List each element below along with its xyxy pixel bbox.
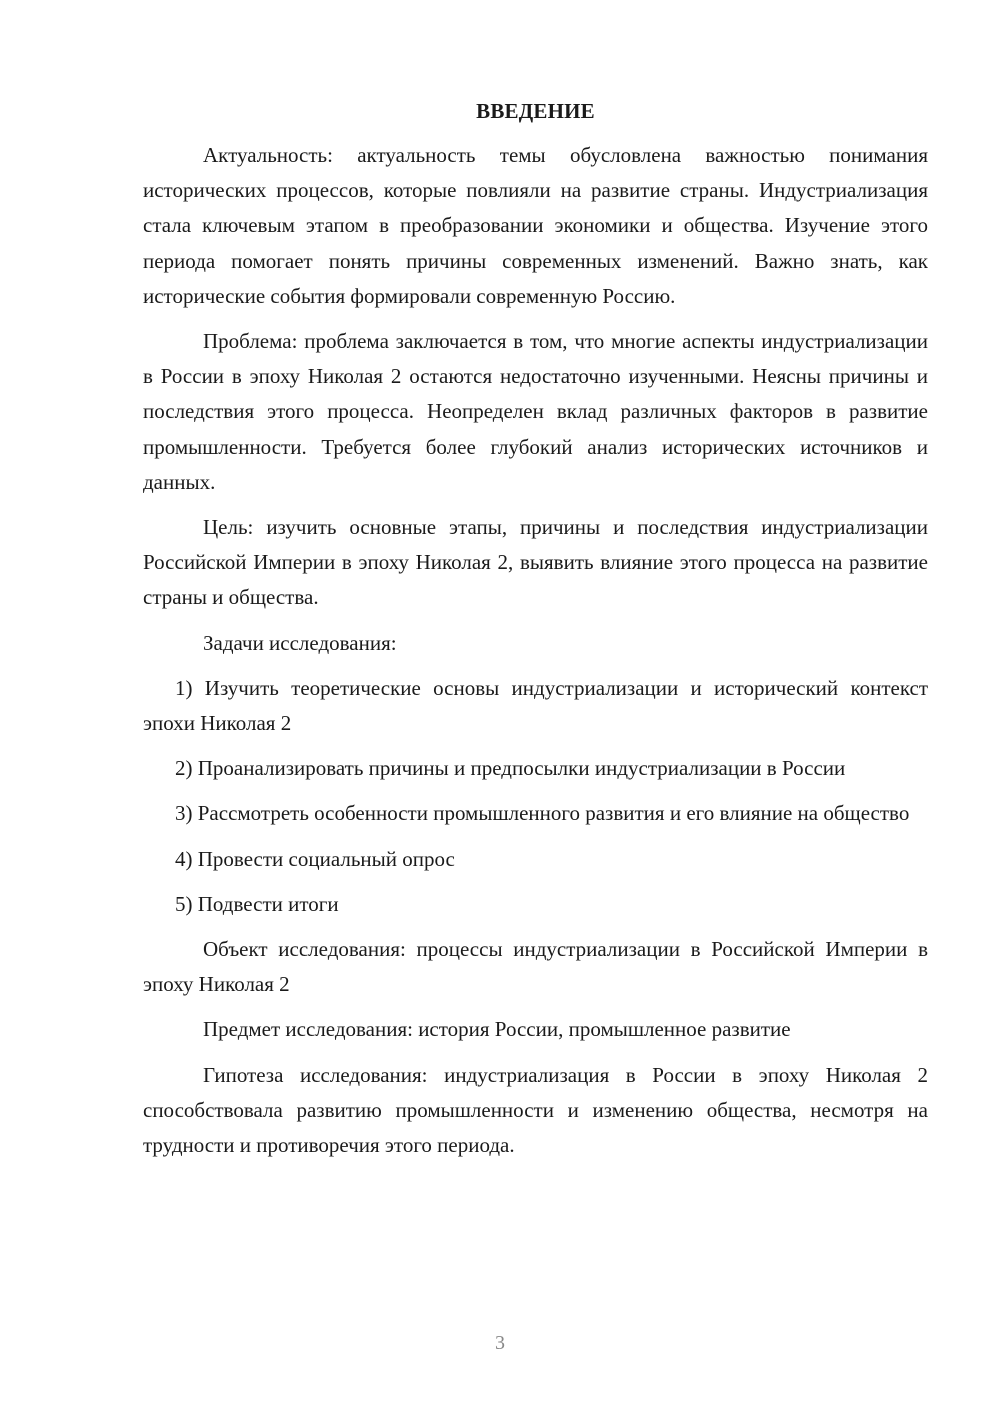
task-item-4: 4) Провести социальный опрос [175, 846, 455, 871]
task-item-2: 2) Проанализировать причины и предпосылки индустриализации в России [175, 756, 846, 781]
subject-paragraph: Предмет исследования: история России, промышленное развитие [203, 1017, 791, 1042]
tasks-heading: Задачи исследования: [203, 630, 397, 655]
page-number: 3 [495, 1332, 505, 1354]
task-item-5: 5) Подвести итоги [175, 891, 339, 916]
hypothesis-paragraph: Гипотеза исследования: индустриализация в России в эпоху Николая 2 способствовала развитию промышленности и изменению общества, несмотря на трудности и противоречия этого периода. [143, 1062, 928, 1158]
task-item-1: 1) Изучить теоретические основы индустриализации и исторический контекст эпохи Николая 2 [143, 675, 928, 736]
relevance-paragraph: Актуальность: актуальность темы обусловлена важностью понимания исторических процессов, которые повлияли на развитие страны. Индустриализация стала ключевым этапом в преобразовании экономики и общества. Изучение этого периода помогает понять причины современных изменений. Важно знать, как исторические события формировали современную Россию. [143, 143, 928, 308]
problem-paragraph: Проблема: проблема заключается в том, что многие аспекты индустриализации в России в эпоху Николая 2 остаются недостаточно изученными. Неясны причины и последствия этого процесса. Неопределен вклад различных факторов в развитие промышленности. Требуется более глубокий анализ исторических источников и данных. [143, 329, 928, 494]
goal-paragraph: Цель: изучить основные этапы, причины и последствия индустриализации Российской Империи в эпоху Николая 2, выявить влияние этого процесса на развитие страны и общества. [143, 515, 928, 610]
section-heading: ВВЕДЕНИЕ [476, 99, 595, 123]
task-item-3: 3) Рассмотреть особенности промышленного развития и его влияние на общество [175, 801, 910, 826]
object-paragraph: Объект исследования: процессы индустриализации в Российской Империи в эпоху Николая 2 [143, 937, 928, 997]
document-page [143, 94, 928, 1163]
